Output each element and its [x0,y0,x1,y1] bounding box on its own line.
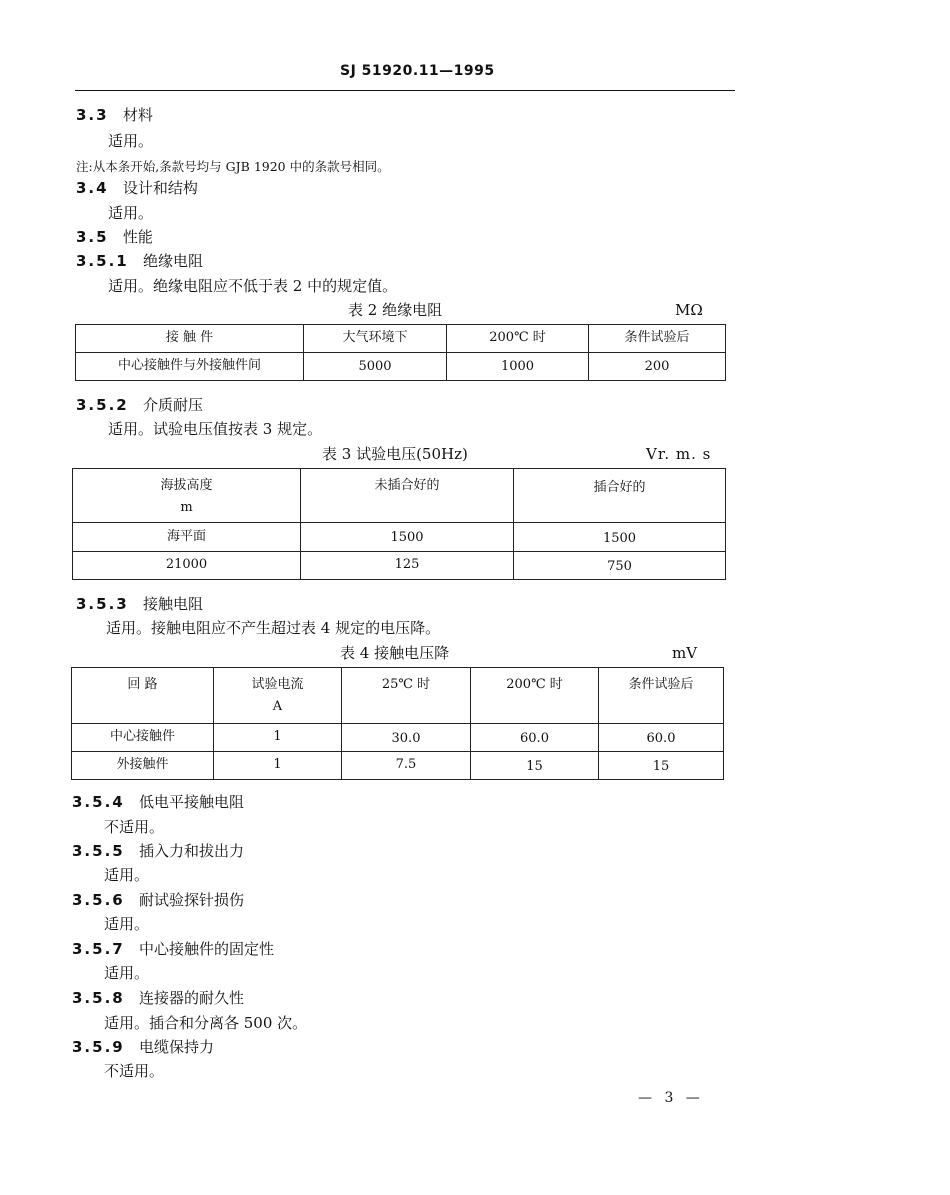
table3-cell: 21000 [73,552,301,580]
section-3-5-2-text: 适用。试验电压值按表 3 规定。 [108,420,323,438]
section-3-5-7-heading: 3.5.7 中心接触件的固定性 [72,940,275,958]
table2-cell: 1000 [447,353,589,381]
section-3-4-text: 适用。 [108,204,154,222]
table2-header-cell: 200℃ 时 [447,325,589,353]
table2-cell: 5000 [304,353,447,381]
section-3-5-3-heading: 3.5.3 接触电阻 [76,595,204,613]
table4 [71,667,724,780]
section-3-5-4-heading: 3.5.4 低电平接触电阻 [72,793,245,811]
table-row [73,523,726,552]
table3-header-cell: 未插合好的 [301,469,514,523]
section-3-5-4-text: 不适用。 [104,818,165,836]
table3-header-altitude: 海拔高度 [160,478,213,493]
note-text: 注:从本条开始,条款号均与 GJB 1920 中的条款号相同。 [76,159,390,174]
table3-cell: 750 [514,552,726,580]
table4-unit: mV [672,644,698,662]
page-number: — 3 — [638,1090,704,1106]
table3-caption: 表 3 试验电压(50Hz) [322,445,468,463]
table2-cell: 中心接触件与外接触件间 [76,353,304,381]
table4-cell: 7.5 [342,752,471,780]
section-3-5-5-text: 适用。 [104,866,150,884]
table2-unit: MΩ [675,301,703,319]
table4-caption: 表 4 接触电压降 [340,644,450,662]
table4-cell: 1 [214,752,342,780]
section-3-5-3-text: 适用。接触电阻应不产生超过表 4 规定的电压降。 [106,619,441,637]
table3-cell: 1500 [301,523,514,552]
table4-cell: 60.0 [471,724,599,752]
table3-unit: Vr. m. s [646,445,712,463]
section-3-5-heading: 3.5 性能 [76,228,153,246]
section-3-5-9-text: 不适用。 [104,1062,165,1080]
section-3-5-8-text: 适用。插合和分离各 500 次。 [104,1014,308,1032]
section-3-3-text: 适用。 [108,132,154,150]
section-3-5-1-text: 适用。绝缘电阻应不低于表 2 中的规定值。 [108,277,398,295]
section-3-5-2-heading: 3.5.2 介质耐压 [76,396,204,414]
table2-header-cell: 条件试验后 [589,325,726,353]
table3 [72,468,726,580]
table3-header-cell [73,469,301,523]
table-row [73,552,726,580]
header-rule [75,90,735,91]
table4-header-cell: 条件试验后 [599,668,724,724]
table4-cell: 1 [214,724,342,752]
table-row [72,752,724,780]
table4-header-current: 试验电流 [251,677,304,692]
section-3-5-1-heading: 3.5.1 绝缘电阻 [76,252,204,270]
section-3-3-heading: 3.3 材料 [76,106,153,124]
table4-header-cell [214,668,342,724]
table2-header-cell: 大气环境下 [304,325,447,353]
table2-cell: 200 [589,353,726,381]
section-3-4-heading: 3.4 设计和结构 [76,179,198,197]
table2 [75,324,726,381]
table4-header-cell: 回 路 [72,668,214,724]
document-id: SJ 51920.11—1995 [340,63,495,79]
table4-cell: 60.0 [599,724,724,752]
table3-header-altitude-unit: m [180,500,193,516]
table4-cell: 外接触件 [72,752,214,780]
table2-caption: 表 2 绝缘电阻 [348,301,443,319]
table-row [76,353,726,381]
section-3-5-8-heading: 3.5.8 连接器的耐久性 [72,989,245,1007]
table3-cell: 1500 [514,523,726,552]
table-row [72,724,724,752]
table4-header-cell: 25℃ 时 [342,668,471,724]
table4-header-cell: 200℃ 时 [471,668,599,724]
section-3-5-7-text: 适用。 [104,964,150,982]
section-3-5-6-text: 适用。 [104,915,150,933]
section-3-5-6-heading: 3.5.6 耐试验探针损伤 [72,891,245,909]
table3-cell: 海平面 [73,523,301,552]
table3-header-cell: 插合好的 [514,469,726,523]
table4-cell: 15 [471,752,599,780]
table2-header-cell: 接 触 件 [76,325,304,353]
section-3-5-5-heading: 3.5.5 插入力和拔出力 [72,842,245,860]
table3-cell: 125 [301,552,514,580]
table4-cell: 15 [599,752,724,780]
table4-header-current-unit: A [272,699,283,715]
table4-cell: 30.0 [342,724,471,752]
table4-cell: 中心接触件 [72,724,214,752]
section-3-5-9-heading: 3.5.9 电缆保持力 [72,1038,215,1056]
